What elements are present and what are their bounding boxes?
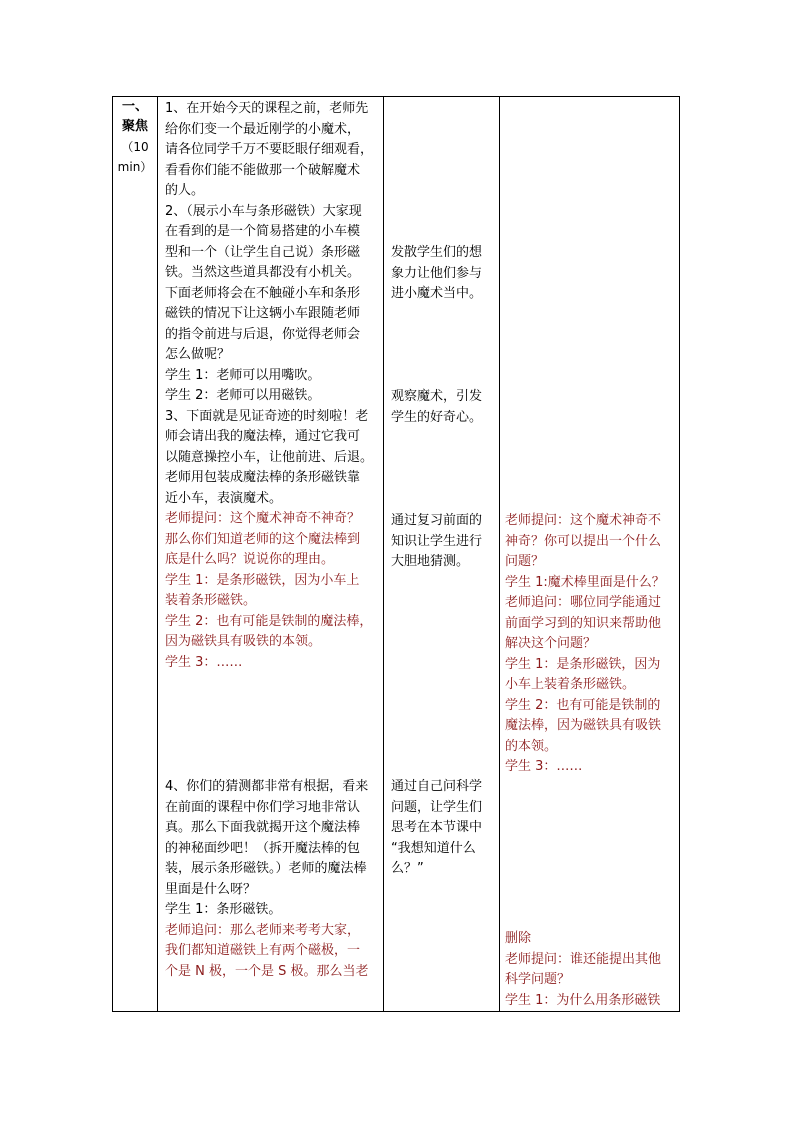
text-line: 老师追问：哪位同学能通过	[505, 595, 662, 610]
text-line: 观察魔术，引发	[391, 389, 483, 404]
phase-cell	[113, 97, 157, 177]
text-line: 4、你们的猜测都非常有根据，看来	[165, 779, 369, 794]
text-line: 铁。当然这些道具都没有小机关。	[165, 265, 361, 280]
text-line: 以随意操控小车，让他前进、后退。	[165, 449, 374, 465]
text-line: 请各位同学千万不要眨眼仔细观看，	[165, 142, 374, 157]
text-line: 在看到的是一个简易搭建的小车模	[165, 224, 361, 239]
text-line: 真。那么下面我就揭开这个魔法棒	[165, 820, 361, 835]
text-line: 学生 1：是条形磁铁，因为	[505, 656, 661, 672]
text-line: 知识让学生进行	[391, 533, 483, 549]
text-line: 学生 1:魔术棒里面是什么？	[505, 574, 665, 590]
text-line: 底是什么吗？说说你的理由。	[165, 552, 335, 567]
text-line: 进小魔术当中。	[391, 286, 483, 301]
phase-name: 聚焦	[121, 119, 148, 134]
text-line: 磁铁的情况下让这辆小车跟随老师	[165, 306, 361, 321]
text-line: 的神秘面纱吧！（拆开魔法棒的包	[165, 840, 361, 856]
activity-block-1	[165, 99, 381, 673]
text-line: 学生 2：老师可以用磁铁。	[165, 388, 321, 403]
text-line: “我想知道什么	[391, 840, 476, 856]
text-line: 学生 1：为什么用条形磁铁	[505, 992, 661, 1008]
text-line: 的本领。	[505, 738, 558, 754]
activity-block-2	[165, 777, 381, 982]
text-line: 学生 2：也有可能是铁制的	[505, 697, 661, 713]
text-line: 2、（展示小车与条形磁铁）大家现	[165, 203, 362, 219]
text-line: 学生 3：……	[165, 654, 243, 670]
text-line: 因为磁铁具有吸铁的本领。	[165, 634, 322, 649]
text-line: 看看你们能不能做那一个破解魔术	[165, 162, 361, 178]
text-line: 通过复习前面的	[391, 513, 483, 528]
text-line: 老师提问：这个魔术神奇不神奇？	[165, 511, 361, 526]
text-line: 老师提问：谁还能提出其他	[505, 951, 662, 967]
notes-a	[505, 511, 677, 778]
intent-b	[391, 387, 497, 428]
text-line: 装着条形磁铁。	[165, 593, 257, 608]
text-line: 1、在开始今天的课程之前，老师先	[165, 101, 369, 116]
text-line: 那么你们知道老师的这个魔法棒到	[165, 531, 361, 547]
intent-c	[391, 511, 497, 573]
text-line: 魔法棒，因为磁铁具有吸铁	[505, 718, 662, 733]
text-line: 前面学习到的知识来帮助他	[505, 615, 662, 631]
text-line: 删除	[505, 931, 532, 946]
text-line: 学生 3：……	[505, 759, 583, 774]
text-line: 学生 1：老师可以用嘴吹。	[165, 367, 321, 383]
text-line: 我们都知道磁铁上有两个磁极，一	[165, 943, 361, 958]
text-line: 大胆地猜测。	[391, 554, 470, 569]
text-line: 下面老师将会在不触碰小车和条形	[165, 285, 361, 301]
text-line: 老师追问：那么老师来考考大家，	[165, 922, 361, 938]
intent-d	[391, 777, 497, 880]
activity-questions	[165, 921, 381, 983]
text-line: 装，展示条形磁铁。）老师的魔法棒	[165, 861, 367, 876]
text-line: 的指令前进与后退，你觉得老师会	[165, 326, 361, 342]
intent-a	[391, 243, 497, 305]
text-line: 老师用包装成魔法棒的条形磁铁靠	[165, 470, 361, 485]
text-line: 发散学生们的想	[391, 245, 483, 260]
text-line: 型和一个（让学生自己说）条形磁	[165, 244, 361, 260]
activity-text	[165, 99, 381, 509]
text-line: 象力让他们参与	[391, 265, 483, 281]
text-line: 学生 1：条形磁铁。	[165, 902, 282, 917]
text-line: 么？”	[391, 861, 424, 876]
text-line: 学生 1：是条形磁铁，因为小车上	[165, 572, 360, 588]
column-divider	[383, 97, 384, 1011]
text-line: 里面是什么呀？	[165, 881, 257, 897]
text-line: 近小车，表演魔术。	[165, 490, 283, 506]
text-line: 问题？	[505, 554, 545, 569]
lesson-table	[112, 96, 680, 1012]
text-line: 给你们变一个最近刚学的小魔术，	[165, 121, 361, 137]
notes-b	[505, 929, 677, 1011]
text-line: 个是 N 极，一个是 S 极。那么当老	[165, 963, 369, 979]
text-line: 老师提问：这个魔术神奇不	[505, 513, 662, 528]
text-line: 学生 2：也有可能是铁制的魔法棒，	[165, 613, 373, 629]
text-line: 3、下面就是见证奇迹的时刻啦！老	[165, 408, 369, 424]
text-line: 解决这个问题？	[505, 636, 597, 651]
text-line: 在前面的课程中你们学习地非常认	[165, 799, 361, 815]
activity-text	[165, 777, 381, 921]
phase-time-close: min）	[117, 160, 153, 174]
text-line: 怎么做呢？	[165, 347, 231, 362]
text-line: 的人。	[165, 183, 205, 198]
column-divider	[499, 97, 500, 1011]
text-line: 小车上装着条形磁铁。	[505, 677, 636, 692]
column-divider	[157, 97, 158, 1011]
phase-number: 一、	[121, 99, 148, 114]
phase-time-open: （10	[121, 140, 149, 154]
text-line: 通过自己问科学	[391, 779, 483, 794]
text-line: 思考在本节课中	[391, 820, 483, 835]
text-line: 学生的好奇心。	[391, 409, 483, 425]
text-line: 师会请出我的魔法棒，通过它我可	[165, 429, 361, 444]
text-line: 问题，让学生们	[391, 799, 483, 815]
text-line: 神奇？你可以提出一个什么	[505, 533, 662, 549]
activity-questions	[165, 509, 381, 673]
text-line: 科学问题？	[505, 972, 571, 987]
